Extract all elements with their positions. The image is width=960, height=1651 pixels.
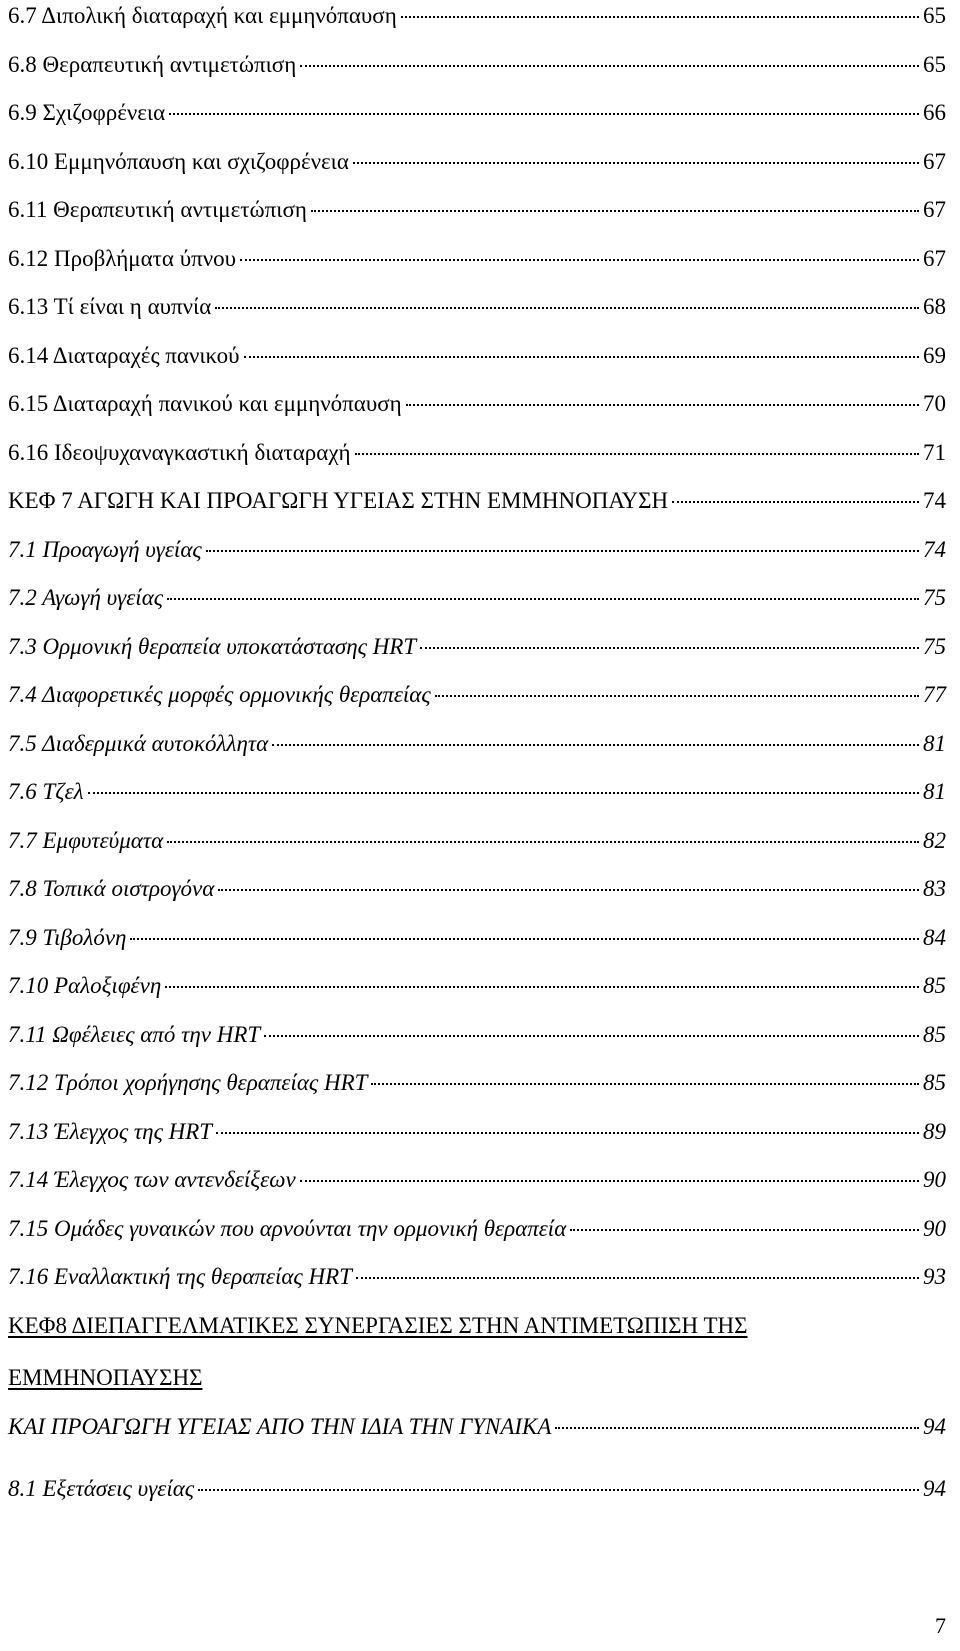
toc-entry[interactable] xyxy=(8,147,946,183)
toc-entry-label: 6.7 Διπολική διαταραχή και εμμηνόπαυση xyxy=(8,3,397,28)
toc-entry[interactable] xyxy=(8,50,946,86)
toc-entry-label: 7.1 Προαγωγή υγείας xyxy=(8,537,202,562)
toc-entry[interactable] xyxy=(8,1311,946,1347)
toc-entry[interactable] xyxy=(8,389,946,425)
toc-leader-dots xyxy=(555,1427,919,1429)
toc-entry-label: 7.9 Τιβολόνη xyxy=(8,925,127,950)
toc-entry[interactable] xyxy=(8,583,946,619)
toc-entry[interactable] xyxy=(8,1214,946,1250)
toc-entry[interactable] xyxy=(8,1474,946,1510)
toc-leader-dots xyxy=(300,65,919,67)
toc-entry-page: 71 xyxy=(923,440,946,465)
toc-entry-page: 90 xyxy=(923,1216,946,1241)
toc-leader-dots xyxy=(165,986,919,988)
toc-entry-page: 82 xyxy=(923,828,946,853)
toc-entry[interactable] xyxy=(8,729,946,765)
toc-entry-label: 6.9 Σχιζοφρένεια xyxy=(8,100,166,125)
toc-leader-dots xyxy=(264,1035,919,1037)
toc-leader-dots xyxy=(88,792,919,794)
toc-leader-dots xyxy=(167,841,919,843)
toc-entry-page: 68 xyxy=(923,294,946,319)
toc-leader-dots xyxy=(356,1277,919,1279)
toc-entry-label: 6.14 Διαταραχές πανικού xyxy=(8,343,240,368)
toc-leader-dots xyxy=(355,453,919,455)
toc-entry-page: 70 xyxy=(923,391,946,416)
toc-entry-page: 69 xyxy=(923,343,946,368)
toc-entry[interactable] xyxy=(8,1363,946,1399)
toc-entry-page: 93 xyxy=(923,1264,946,1289)
toc-entry-label: ΚΕΦ 7 ΑΓΩΓΗ ΚΑΙ ΠΡΟΑΓΩΓΗ ΥΓΕΙΑΣ ΣΤΗΝ ΕΜΜΗΝΟΠΑΥΣΗ xyxy=(8,488,669,513)
toc-entry-label: 8.1 Εξετάσεις υγείας xyxy=(8,1476,195,1501)
toc-entry[interactable] xyxy=(8,680,946,716)
toc-leader-dots xyxy=(353,162,919,164)
toc-leader-dots xyxy=(169,113,919,115)
toc-leader-dots xyxy=(672,501,919,503)
toc-entry[interactable] xyxy=(8,826,946,862)
toc-entry-label: 7.11 Ωφέλειες από την HRT xyxy=(8,1022,261,1047)
toc-entry-label: 7.16 Εναλλακτική της θεραπείας HRT xyxy=(8,1264,352,1289)
page-number: 7 xyxy=(935,1613,946,1638)
toc-entry[interactable] xyxy=(8,292,946,328)
toc-entry[interactable] xyxy=(8,486,946,522)
toc-entry-label: 7.14 Έλεγχος των αντενδείξεων xyxy=(8,1167,296,1192)
toc-entry-page: 81 xyxy=(923,731,946,756)
toc-entry-label: ΚΑΙ ΠΡΟΑΓΩΓΗ ΥΓΕΙΑΣ ΑΠΟ ΤΗΝ ΙΔΙΑ ΤΗΝ ΓΥΝΑΙΚΑ xyxy=(8,1414,552,1439)
toc-entry-page: 94 xyxy=(923,1476,946,1501)
toc-entry[interactable] xyxy=(8,1,946,37)
toc-entry-page: 74 xyxy=(923,537,946,562)
toc-entry[interactable] xyxy=(8,195,946,231)
toc-leader-dots xyxy=(240,259,919,261)
toc-entry-page: 94 xyxy=(923,1414,946,1439)
toc-entry[interactable] xyxy=(8,874,946,910)
toc-entry-page: 67 xyxy=(923,197,946,222)
toc-entry-label: 7.2 Αγωγή υγείας xyxy=(8,585,164,610)
toc-leader-dots xyxy=(218,889,919,891)
toc-entry-page: 74 xyxy=(923,488,946,513)
toc-entry-label: 7.13 Έλεγχος της HRT xyxy=(8,1119,213,1144)
toc-entry-page: 77 xyxy=(923,682,946,707)
toc-entry-page: 67 xyxy=(923,149,946,174)
toc-entry-label: 7.7 Εμφυτεύματα xyxy=(8,828,164,853)
toc-entry-page: 75 xyxy=(923,634,946,659)
toc-entry[interactable] xyxy=(8,777,946,813)
toc-entry-page: 66 xyxy=(923,100,946,125)
toc-leader-dots xyxy=(371,1083,919,1085)
toc-entry[interactable] xyxy=(8,438,946,474)
toc-entry[interactable] xyxy=(8,535,946,571)
toc-entry[interactable] xyxy=(8,1165,946,1201)
toc-leader-dots xyxy=(311,210,919,212)
toc-entry[interactable] xyxy=(8,1068,946,1104)
toc-entry-label: ΕΜΜΗΝΟΠΑΥΣΗΣ xyxy=(8,1365,203,1390)
toc-entry-label: 7.15 Ομάδες γυναικών που αρνούνται την ορμονική θεραπεία xyxy=(8,1216,567,1241)
toc-entry-label: 7.10 Ραλοξιφένη xyxy=(8,973,162,998)
toc-leader-dots xyxy=(406,404,919,406)
toc-entry-page: 83 xyxy=(923,876,946,901)
toc-entry-page: 85 xyxy=(923,973,946,998)
toc-entry-label: 7.6 Τζελ xyxy=(8,779,84,804)
toc-leader-dots xyxy=(570,1229,919,1231)
toc-leader-dots xyxy=(300,1180,919,1182)
toc-entry-label: 6.10 Εμμηνόπαυση και σχιζοφρένεια xyxy=(8,149,349,174)
toc-entry-page: 65 xyxy=(923,52,946,77)
toc-entry-page: 89 xyxy=(923,1119,946,1144)
toc-entry-label: 7.3 Ορμονική θεραπεία υποκατάστασης HRT xyxy=(8,634,417,659)
toc-entry-label: ΚΕΦ8 ΔΙΕΠΑΓΓΕΛΜΑΤΙΚΕΣ ΣΥΝΕΡΓΑΣΙΕΣ ΣΤΗΝ ΑΝΤΙΜΕΤΩΠΙΣΗ ΤΗΣ xyxy=(8,1313,748,1338)
toc-entry-label: 7.4 Διαφορετικές μορφές ορμονικής θεραπείας xyxy=(8,682,431,707)
toc-entry-page: 75 xyxy=(923,585,946,610)
toc-entry[interactable] xyxy=(8,1262,946,1298)
toc-entry-label: 7.12 Τρόποι χορήγησης θεραπείας HRT xyxy=(8,1070,368,1095)
toc-leader-dots xyxy=(198,1489,919,1491)
toc-entry[interactable] xyxy=(8,1117,946,1153)
toc-entry-page: 84 xyxy=(923,925,946,950)
toc-entry-label: 6.12 Προβλήματα ύπνου xyxy=(8,246,236,271)
toc-leader-dots xyxy=(216,1132,919,1134)
toc-entry-label: 7.8 Τοπικά οιστρογόνα xyxy=(8,876,215,901)
toc-entry[interactable] xyxy=(8,923,946,959)
toc-entry[interactable] xyxy=(8,632,946,668)
toc-entry[interactable] xyxy=(8,341,946,377)
toc-entry-page: 85 xyxy=(923,1070,946,1095)
toc-leader-dots xyxy=(401,16,919,18)
toc-leader-dots xyxy=(206,550,919,552)
toc-entry-label: 6.15 Διαταραχή πανικού και εμμηνόπαυση xyxy=(8,391,402,416)
toc-entry-page: 90 xyxy=(923,1167,946,1192)
toc-entry[interactable] xyxy=(8,1412,946,1448)
toc-entry-page: 85 xyxy=(923,1022,946,1047)
toc-leader-dots xyxy=(130,938,919,940)
toc-leader-dots xyxy=(244,356,919,358)
toc-leader-dots xyxy=(167,598,919,600)
toc-entry-page: 65 xyxy=(923,3,946,28)
toc-entry[interactable] xyxy=(8,98,946,134)
toc-entry-label: 6.11 Θεραπευτική αντιμετώπιση xyxy=(8,197,307,222)
toc-entry-label: 7.5 Διαδερμικά αυτοκόλλητα xyxy=(8,731,269,756)
toc-leader-dots xyxy=(435,695,919,697)
toc-leader-dots xyxy=(215,307,919,309)
toc-leader-dots xyxy=(420,647,919,649)
toc-entry-label: 6.16 Ιδεοψυχαναγκαστική διαταραχή xyxy=(8,440,351,465)
toc-entry-page: 67 xyxy=(923,246,946,271)
toc-entry[interactable] xyxy=(8,1020,946,1056)
toc-entry[interactable] xyxy=(8,971,946,1007)
toc-entry-page: 81 xyxy=(923,779,946,804)
toc-entry-label: 6.8 Θεραπευτική αντιμετώπιση xyxy=(8,52,297,77)
toc-entry-label: 6.13 Τί είναι η αυπνία xyxy=(8,294,212,319)
toc-entry[interactable] xyxy=(8,244,946,280)
toc-leader-dots xyxy=(272,744,919,746)
